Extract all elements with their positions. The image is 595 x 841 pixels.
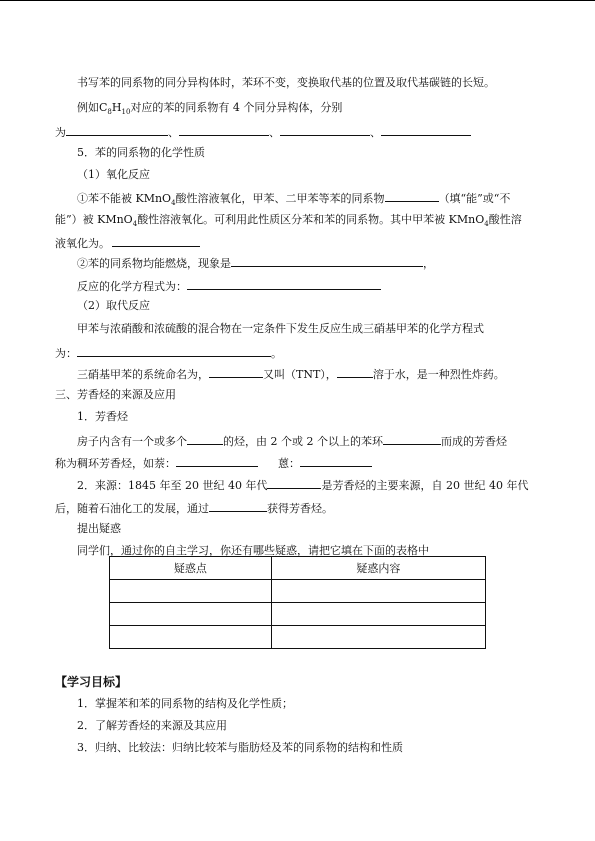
text-line: 反应的化学方程式为： xyxy=(77,278,381,294)
text-line: ①苯不能被 KMnO$_4$酸性溶液氧化，甲苯、二甲苯等苯的同系物 （填“能”或“不 xyxy=(77,192,511,208)
answer-blank[interactable] xyxy=(385,190,439,202)
table-cell[interactable] xyxy=(271,580,485,603)
text-line: 液氧化为。 xyxy=(55,235,200,251)
text-line: 甲苯与浓硝酸和浓硫酸的混合物在一定条件下发生反应生成三硝基甲苯的化学方程式 xyxy=(77,322,484,335)
question-table xyxy=(109,556,486,649)
text-line: 房子内含有一个或多个 的烃，由 2 个或 2 个以上的苯环 而成的芳香烃 xyxy=(77,435,507,448)
subsection-title: 提出疑惑 xyxy=(77,522,121,535)
table-cell[interactable] xyxy=(110,626,272,649)
answer-blank[interactable] xyxy=(300,455,372,467)
text-line: 例如$C_8H_{10}$对应的苯的同系物有 4 个同分异构体，分别 xyxy=(77,101,343,117)
table-cell[interactable] xyxy=(110,603,272,626)
table-row xyxy=(110,580,486,603)
answer-blank[interactable] xyxy=(231,255,423,267)
list-item: 2．了解芳香烃的来源及其应用 xyxy=(77,719,227,732)
answer-blank[interactable] xyxy=(176,455,258,467)
list-item: 3．归纳、比较法：归纳比较苯与脂肪烃及苯的同系物的结构和性质 xyxy=(77,741,403,754)
text-line: 后，随着石油化工的发展，通过 获得芳香烃。 xyxy=(55,502,333,515)
answer-blank[interactable] xyxy=(280,124,370,136)
section-title: 三、芳香烃的来源及应用 xyxy=(55,388,176,401)
learning-goals-title: 【学习目标】 xyxy=(55,675,128,689)
subsection-title: （1）氧化反应 xyxy=(77,168,150,181)
text-line: 为： 。 xyxy=(55,347,282,360)
page-top-border xyxy=(0,0,595,1)
answer-blank[interactable] xyxy=(187,433,223,445)
answer-blank[interactable] xyxy=(337,366,373,378)
text-line: 2．来源：1845 年至 20 世纪 40 年代 是芳香烃的主要来源，自 20 世纪 40 年代 xyxy=(77,479,529,492)
section-title: 5．苯的同系物的化学性质 xyxy=(77,146,205,159)
answer-blank[interactable] xyxy=(267,477,321,489)
table-cell[interactable] xyxy=(271,626,485,649)
table-row xyxy=(110,626,486,649)
table-row xyxy=(110,603,486,626)
table-header-cell: 疑惑点 xyxy=(110,557,272,580)
answer-blank[interactable] xyxy=(77,345,271,357)
table-cell[interactable] xyxy=(110,580,272,603)
answer-blank[interactable] xyxy=(187,278,381,290)
table-header-cell: 疑惑内容 xyxy=(271,557,485,580)
text-line: 书写苯的同系物的同分异构体时，苯环不变，变换取代基的位置及取代基碳链的长短。 xyxy=(77,76,495,89)
isomer-answer-line: 为 、 、 、 xyxy=(55,124,471,140)
answer-blank[interactable] xyxy=(179,124,269,136)
subsection-title: 1．芳香烃 xyxy=(77,410,128,423)
subsection-title: （2）取代反应 xyxy=(77,299,150,312)
list-item: 1．掌握苯和苯的同系物的结构及化学性质； xyxy=(77,697,293,710)
answer-blank[interactable] xyxy=(112,235,200,247)
text-line: 能”）被 KMnO$_4$酸性溶液氧化。可利用此性质区分苯和苯的同系物。其中甲苯被 KMnO$_4$酸性溶 xyxy=(55,213,522,229)
table-header-row xyxy=(110,557,486,580)
table-cell[interactable] xyxy=(271,603,485,626)
text-line: 称为稠环芳香烃，如萘： 蒽： xyxy=(55,455,372,471)
answer-blank[interactable] xyxy=(66,124,168,136)
answer-blank[interactable] xyxy=(209,500,267,512)
answer-blank[interactable] xyxy=(381,124,471,136)
text-line: 同学们，通过你的自主学习，你还有哪些疑惑，请把它填在下面的表格中 xyxy=(77,544,429,557)
answer-blank[interactable] xyxy=(383,433,441,445)
text-line: ②苯的同系物均能燃烧，现象是 ， xyxy=(77,257,434,270)
text-line: 三硝基甲苯的系统命名为， 又叫（TNT）， 溶于水，是一种烈性炸药。 xyxy=(77,368,505,381)
answer-blank[interactable] xyxy=(209,366,263,378)
